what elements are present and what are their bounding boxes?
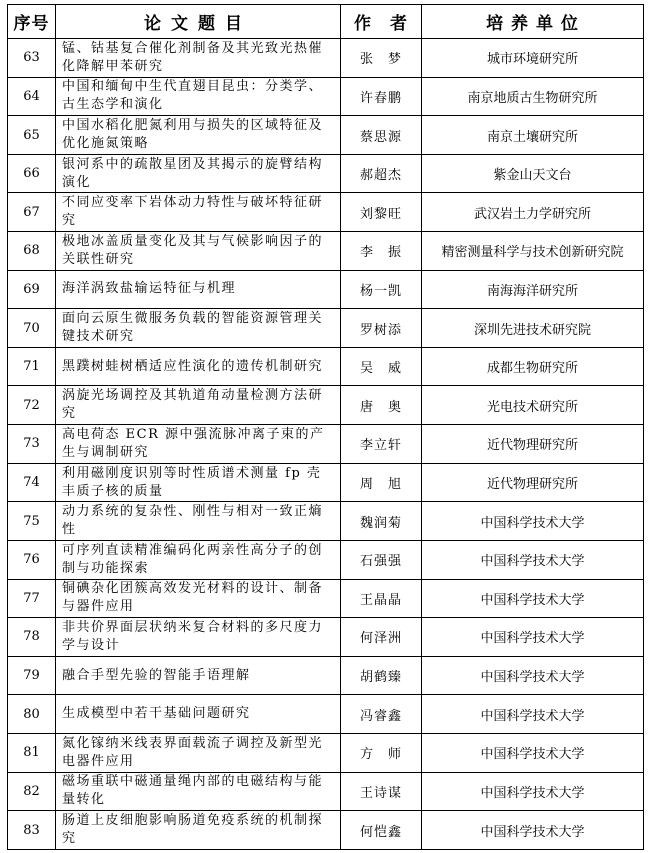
table-row [8, 811, 644, 850]
row-num: 78 [8, 618, 56, 657]
row-num: 71 [8, 347, 56, 386]
row-title: 非共价界面层状纳米复合材料的多尺度力学与设计 [56, 618, 341, 657]
row-title: 黑蹼树蛙树栖适应性演化的遗传机制研究 [56, 347, 341, 386]
table-row [8, 540, 644, 579]
row-unit: 中国科学技术大学 [422, 733, 644, 772]
row-author: 郝超杰 [341, 154, 422, 193]
row-unit: 中国科学技术大学 [422, 772, 644, 811]
row-author: 吴 威 [341, 347, 422, 386]
row-author: 胡鹤臻 [341, 656, 422, 695]
row-unit: 武汉岩土力学研究所 [422, 193, 644, 232]
table-row [8, 733, 644, 772]
table-row [8, 425, 644, 464]
table-row [8, 347, 644, 386]
row-author: 李立轩 [341, 425, 422, 464]
row-num: 64 [8, 77, 56, 116]
row-num: 76 [8, 540, 56, 579]
row-unit: 中国科学技术大学 [422, 540, 644, 579]
table-row [8, 77, 644, 116]
row-author: 魏润菊 [341, 502, 422, 541]
row-title: 银河系中的疏散星团及其揭示的旋臂结构演化 [56, 154, 341, 193]
row-num: 68 [8, 232, 56, 271]
row-title: 锰、钴基复合催化剂制备及其光致光热催化降解甲苯研究 [56, 39, 341, 78]
row-num: 82 [8, 772, 56, 811]
row-author: 杨一凯 [341, 270, 422, 309]
row-author: 刘黎旺 [341, 193, 422, 232]
row-author: 蔡思源 [341, 116, 422, 155]
row-unit: 中国科学技术大学 [422, 502, 644, 541]
table-row [8, 656, 644, 695]
row-author: 周 旭 [341, 463, 422, 502]
row-num: 65 [8, 116, 56, 155]
row-author: 石强强 [341, 540, 422, 579]
row-title: 涡旋光场调控及其轨道角动量检测方法研究 [56, 386, 341, 425]
header-row [8, 5, 644, 39]
row-num: 83 [8, 811, 56, 850]
table-row [8, 386, 644, 425]
row-title: 磁场重联中磁通量绳内部的电磁结构与能量转化 [56, 772, 341, 811]
row-title: 动力系统的复杂性、刚性与相对一致正熵性 [56, 502, 341, 541]
row-unit: 中国科学技术大学 [422, 579, 644, 618]
table-row [8, 772, 644, 811]
table-row [8, 579, 644, 618]
thesis-award-table [7, 4, 644, 850]
row-author: 何恺鑫 [341, 811, 422, 850]
row-num: 70 [8, 309, 56, 348]
row-title: 可序列直读精准编码化两亲性高分子的创制与功能探索 [56, 540, 341, 579]
table-body [8, 39, 644, 850]
table-row [8, 116, 644, 155]
row-num: 79 [8, 656, 56, 695]
row-unit: 南海海洋研究所 [422, 270, 644, 309]
row-title: 中国水稻化肥氮利用与损失的区域特征及优化施氮策略 [56, 116, 341, 155]
row-num: 81 [8, 733, 56, 772]
row-unit: 中国科学技术大学 [422, 695, 644, 734]
table-row [8, 695, 644, 734]
table-header [8, 5, 644, 39]
header-author: 作 者 [341, 5, 422, 39]
row-author: 李 振 [341, 232, 422, 271]
row-author: 罗树添 [341, 309, 422, 348]
table-row [8, 309, 644, 348]
table-row [8, 502, 644, 541]
table-row [8, 463, 644, 502]
row-author: 王晶晶 [341, 579, 422, 618]
row-author: 冯睿鑫 [341, 695, 422, 734]
row-title: 利用磁刚度识别等时性质谱术测量 fp 壳丰质子核的质量 [56, 463, 341, 502]
row-author: 许春鹏 [341, 77, 422, 116]
row-num: 69 [8, 270, 56, 309]
row-title: 铜碘杂化团簇高效发光材料的设计、制备与器件应用 [56, 579, 341, 618]
row-title: 极地冰盖质量变化及其与气候影响因子的关联性研究 [56, 232, 341, 271]
row-author: 王诗谋 [341, 772, 422, 811]
row-unit: 南京地质古生物研究所 [422, 77, 644, 116]
row-unit: 光电技术研究所 [422, 386, 644, 425]
row-title: 面向云原生微服务负载的智能资源管理关键技术研究 [56, 309, 341, 348]
row-author: 何泽洲 [341, 618, 422, 657]
row-author: 唐 奥 [341, 386, 422, 425]
header-num: 序号 [8, 5, 56, 39]
row-author: 方 师 [341, 733, 422, 772]
row-num: 77 [8, 579, 56, 618]
row-title: 海洋涡致盐输运特征与机理 [56, 270, 341, 309]
row-num: 67 [8, 193, 56, 232]
row-unit: 城市环境研究所 [422, 39, 644, 78]
header-unit: 培 养 单 位 [422, 5, 644, 39]
row-title: 生成模型中若干基础问题研究 [56, 695, 341, 734]
table-row [8, 193, 644, 232]
row-unit: 深圳先进技术研究院 [422, 309, 644, 348]
row-num: 72 [8, 386, 56, 425]
row-unit: 中国科学技术大学 [422, 656, 644, 695]
table-row [8, 154, 644, 193]
row-unit: 精密测量科学与技术创新研究院 [422, 232, 644, 271]
row-title: 融合手型先验的智能手语理解 [56, 656, 341, 695]
table-row [8, 618, 644, 657]
row-num: 75 [8, 502, 56, 541]
row-title: 高电荷态 ECR 源中强流脉冲离子束的产生与调制研究 [56, 425, 341, 464]
row-title: 不同应变率下岩体动力特性与破坏特征研究 [56, 193, 341, 232]
row-title: 中国和缅甸中生代直翅目昆虫：分类学、古生态学和演化 [56, 77, 341, 116]
row-num: 66 [8, 154, 56, 193]
row-unit: 中国科学技术大学 [422, 618, 644, 657]
row-num: 73 [8, 425, 56, 464]
row-author: 张 梦 [341, 39, 422, 78]
table-row [8, 270, 644, 309]
row-title: 肠道上皮细胞影响肠道免疫系统的机制探究 [56, 811, 341, 850]
row-unit: 近代物理研究所 [422, 463, 644, 502]
table-row [8, 39, 644, 78]
table-row [8, 232, 644, 271]
row-unit: 中国科学技术大学 [422, 811, 644, 850]
row-unit: 成都生物研究所 [422, 347, 644, 386]
row-unit: 紫金山天文台 [422, 154, 644, 193]
row-unit: 近代物理研究所 [422, 425, 644, 464]
row-num: 80 [8, 695, 56, 734]
row-num: 74 [8, 463, 56, 502]
row-unit: 南京土壤研究所 [422, 116, 644, 155]
header-title: 论文题目 [56, 5, 341, 39]
row-num: 63 [8, 39, 56, 78]
row-title: 氮化镓纳米线表界面载流子调控及新型光电器件应用 [56, 733, 341, 772]
